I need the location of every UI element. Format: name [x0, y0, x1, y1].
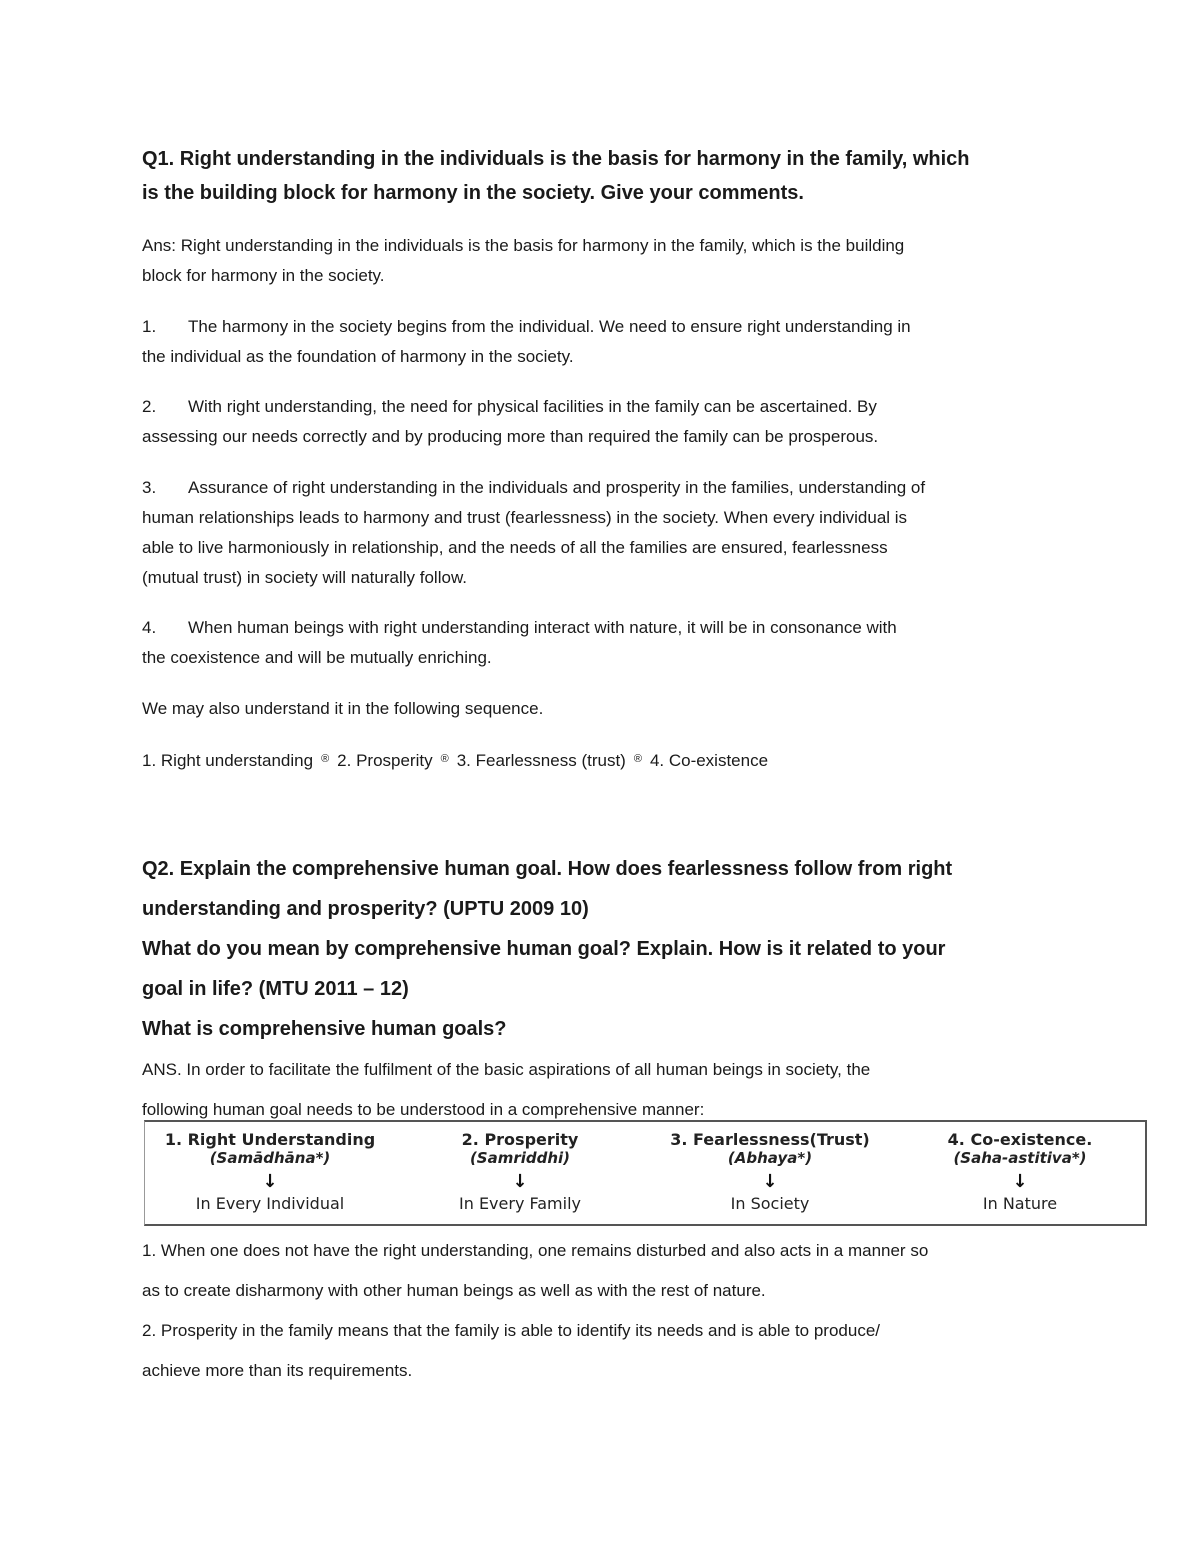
point-text: assessing our needs correctly and by producing more than required the family can be prosperous. — [142, 427, 879, 446]
q1-answer-intro — [142, 231, 1062, 291]
q1-question-line: Q1. Right understanding in the individuals is the basis for harmony in the family, which — [142, 148, 970, 170]
q2-question-line: goal in life? (MTU 2011 – 12) — [142, 978, 409, 1000]
point-text: Assurance of right understanding in the individuals and prosperity in the families, understanding of — [188, 478, 926, 497]
point-text: With right understanding, the need for physical facilities in the family can be ascertained. By — [188, 397, 877, 416]
goal-subtitle: (Abhaya*) — [727, 1149, 813, 1167]
down-arrow-icon: ↓ — [762, 1171, 778, 1192]
comprehensive-goal-figure — [144, 1120, 1147, 1226]
point-text: The harmony in the society begins from the individual. We need to ensure right understanding in — [188, 317, 911, 336]
q2-question — [142, 849, 1062, 1049]
sequence-step: 4. Co-existence — [649, 751, 769, 770]
q1-point-3 — [142, 473, 1062, 593]
point-number: 4. — [142, 618, 157, 637]
goal-subtitle: (Saha-astitiva*) — [953, 1149, 1087, 1167]
answer-line: following human goal needs to be understood in a comprehensive manner: — [142, 1100, 705, 1119]
point-text: achieve more than its requirements. — [142, 1361, 413, 1380]
q2-question-line: understanding and prosperity? (UPTU 2009 10) — [142, 898, 589, 920]
point-number: 1. — [142, 317, 157, 336]
goal-title: 3. Fearlessness(Trust) — [670, 1130, 870, 1149]
sequence-arrow: ® — [440, 753, 449, 765]
point-text: the individual as the foundation of harmony in the society. — [142, 347, 574, 366]
sequence-step: 3. Fearlessness (trust) — [456, 751, 626, 770]
goal-location: In Society — [730, 1194, 810, 1213]
q2-question-line: What do you mean by comprehensive human goal? Explain. How is it related to your — [142, 938, 946, 960]
point-text: (mutual trust) in society will naturally follow. — [142, 568, 468, 587]
point-number: 2. — [142, 397, 157, 416]
q1-point-4 — [142, 613, 1062, 673]
q2-point-2 — [142, 1311, 1062, 1391]
goal-column — [145, 1122, 395, 1224]
goal-title: 1. Right Understanding — [164, 1130, 376, 1149]
point-text: human relationships leads to harmony and trust (fearlessness) in the society. When every individual is — [142, 508, 908, 527]
goal-location: In Nature — [982, 1194, 1058, 1213]
answer-line: Ans: Right understanding in the individuals is the basis for harmony in the family, which is the building — [142, 236, 905, 255]
goal-location: In Every Family — [459, 1194, 581, 1213]
sequence-intro: We may also understand it in the following sequence. — [142, 699, 544, 718]
q2-question-line: What is comprehensive human goals? — [142, 1018, 507, 1040]
q1-point-1 — [142, 312, 1062, 372]
goal-title: 2. Prosperity — [461, 1130, 579, 1149]
q2-question-line: Q2. Explain the comprehensive human goal. How does fearlessness follow from right — [142, 858, 953, 880]
down-arrow-icon: ↓ — [512, 1171, 528, 1192]
goal-column — [895, 1122, 1145, 1224]
down-arrow-icon: ↓ — [1012, 1171, 1028, 1192]
point-number: 3. — [142, 478, 157, 497]
q1-question — [142, 142, 1062, 210]
point-text: the coexistence and will be mutually enriching. — [142, 648, 492, 667]
point-text: as to create disharmony with other human beings as well as with the rest of nature. — [142, 1281, 766, 1300]
sequence-step: 1. Right understanding — [142, 751, 314, 770]
goal-subtitle: (Samādhāna*) — [209, 1149, 331, 1167]
q1-question-line: is the building block for harmony in the society. Give your comments. — [142, 182, 804, 204]
sequence-step: 2. Prosperity — [337, 751, 433, 770]
goal-subtitle: (Samriddhi) — [469, 1149, 571, 1167]
point-text: When human beings with right understanding interact with nature, it will be in consonance with — [188, 618, 897, 637]
sequence-line — [142, 744, 1062, 776]
goal-column — [395, 1122, 645, 1224]
goal-title: 4. Co-existence. — [947, 1130, 1093, 1149]
point-text: 1. When one does not have the right understanding, one remains disturbed and also acts in a manner so — [142, 1241, 929, 1260]
answer-line: block for harmony in the society. — [142, 266, 385, 285]
q2-answer-intro — [142, 1050, 1062, 1130]
sequence-arrow: ® — [633, 753, 642, 765]
point-text: able to live harmoniously in relationship, and the needs of all the families are ensured, fearlessness — [142, 538, 888, 557]
q2-point-1 — [142, 1231, 1062, 1311]
goal-column — [645, 1122, 895, 1224]
sequence-arrow: ® — [321, 753, 330, 765]
down-arrow-icon: ↓ — [262, 1171, 278, 1192]
answer-line: ANS. In order to facilitate the fulfilment of the basic aspirations of all human beings in society, the — [142, 1060, 871, 1079]
goal-location: In Every Individual — [195, 1194, 345, 1213]
q1-point-2 — [142, 392, 1062, 452]
point-text: 2. Prosperity in the family means that the family is able to identify its needs and is able to produce/ — [142, 1321, 880, 1340]
